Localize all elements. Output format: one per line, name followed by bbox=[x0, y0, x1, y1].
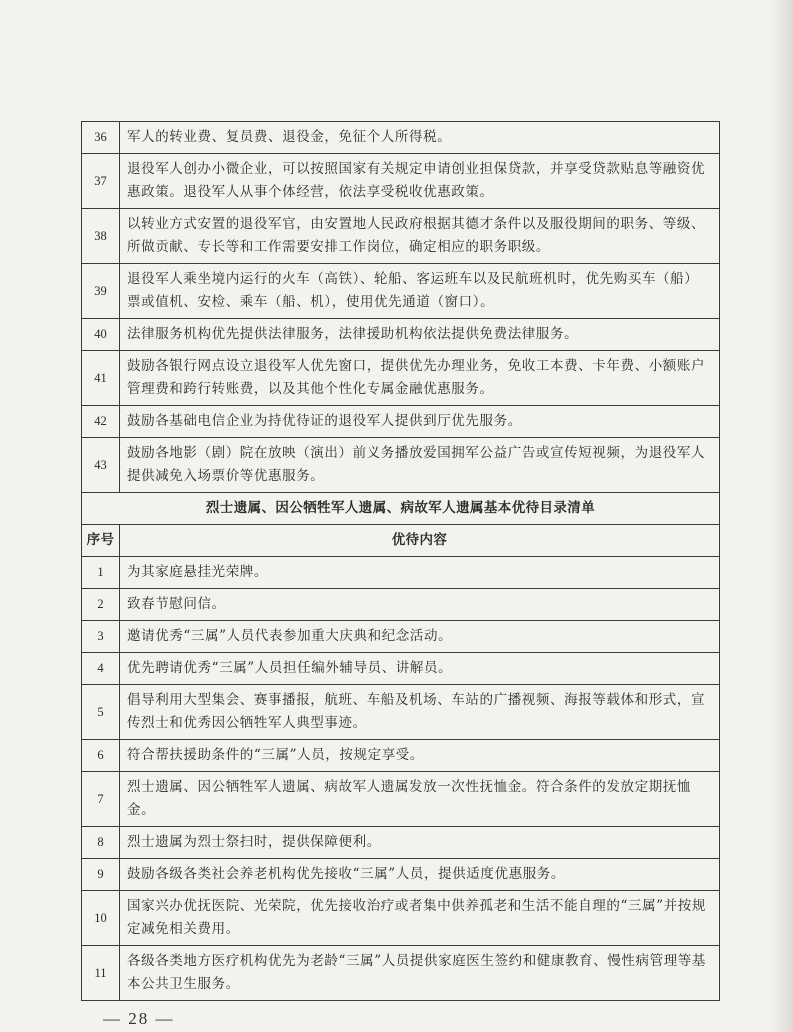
row-content: 倡导利用大型集会、赛事播报，航班、车船及机场、车站的广播视频、海报等载体和形式，宣传烈士和优秀因公牺牲军人典型事迹。 bbox=[120, 685, 720, 740]
table-row bbox=[82, 557, 720, 589]
row-number: 40 bbox=[82, 319, 120, 351]
table-row bbox=[82, 406, 720, 438]
section-title: 烈士遗属、因公牺牲军人遗属、病故军人遗属基本优待目录清单 bbox=[82, 493, 720, 525]
section-title-row bbox=[82, 493, 720, 525]
row-content: 烈士遗属为烈士祭扫时，提供保障便利。 bbox=[120, 827, 720, 859]
row-number: 3 bbox=[82, 621, 120, 653]
row-number: 41 bbox=[82, 351, 120, 406]
preferential-treatment-table bbox=[81, 121, 720, 1001]
row-number: 2 bbox=[82, 589, 120, 621]
table-row bbox=[82, 859, 720, 891]
column-header-content: 优待内容 bbox=[120, 525, 720, 557]
row-content: 法律服务机构优先提供法律服务，法律援助机构依法提供免费法律服务。 bbox=[120, 319, 720, 351]
table-row bbox=[82, 621, 720, 653]
row-content: 各级各类地方医疗机构优先为老龄“三属”人员提供家庭医生签约和健康教育、慢性病管理等基本公共卫生服务。 bbox=[120, 946, 720, 1001]
table-row bbox=[82, 438, 720, 493]
column-header-num: 序号 bbox=[82, 525, 120, 557]
row-number: 9 bbox=[82, 859, 120, 891]
row-content: 鼓励各级各类社会养老机构优先接收“三属”人员，提供适度优惠服务。 bbox=[120, 859, 720, 891]
row-content: 国家兴办优抚医院、光荣院，优先接收治疗或者集中供养孤老和生活不能自理的“三属”并按规定减免相关费用。 bbox=[120, 891, 720, 946]
table-row bbox=[82, 827, 720, 859]
row-number: 39 bbox=[82, 264, 120, 319]
row-number: 6 bbox=[82, 740, 120, 772]
row-content: 为其家庭悬挂光荣牌。 bbox=[120, 557, 720, 589]
row-number: 43 bbox=[82, 438, 120, 493]
table-row bbox=[82, 772, 720, 827]
row-number: 42 bbox=[82, 406, 120, 438]
section-b-head bbox=[82, 493, 720, 557]
table-row bbox=[82, 351, 720, 406]
row-content: 邀请优秀“三属”人员代表参加重大庆典和纪念活动。 bbox=[120, 621, 720, 653]
row-number: 37 bbox=[82, 154, 120, 209]
row-content: 优先聘请优秀“三属”人员担任编外辅导员、讲解员。 bbox=[120, 653, 720, 685]
table-row bbox=[82, 653, 720, 685]
table-row bbox=[82, 264, 720, 319]
table-row bbox=[82, 740, 720, 772]
row-number: 5 bbox=[82, 685, 120, 740]
family-rows bbox=[82, 557, 720, 1001]
row-number: 38 bbox=[82, 209, 120, 264]
row-number: 11 bbox=[82, 946, 120, 1001]
table-row bbox=[82, 685, 720, 740]
row-content: 符合帮扶援助条件的“三属”人员，按规定享受。 bbox=[120, 740, 720, 772]
row-number: 1 bbox=[82, 557, 120, 589]
table-row bbox=[82, 122, 720, 154]
veteran-rows bbox=[82, 122, 720, 493]
row-number: 8 bbox=[82, 827, 120, 859]
row-number: 7 bbox=[82, 772, 120, 827]
table-row bbox=[82, 589, 720, 621]
row-content: 烈士遗属、因公牺牲军人遗属、病故军人遗属发放一次性抚恤金。符合条件的发放定期抚恤金。 bbox=[120, 772, 720, 827]
row-number: 36 bbox=[82, 122, 120, 154]
table-row bbox=[82, 319, 720, 351]
table-row bbox=[82, 209, 720, 264]
row-content: 鼓励各银行网点设立退役军人优先窗口，提供优先办理业务，免收工本费、卡年费、小额账户管理费和跨行转账费，以及其他个性化专属金融优惠服务。 bbox=[120, 351, 720, 406]
page-number: — 28 — bbox=[103, 1009, 175, 1028]
row-content: 致春节慰问信。 bbox=[120, 589, 720, 621]
page-edge-shadow bbox=[771, 0, 793, 1032]
column-header-row bbox=[82, 525, 720, 557]
row-content: 退役军人乘坐境内运行的火车（高铁）、轮船、客运班车以及民航班机时，优先购买车（船）票或值机、安检、乘车（船、机），使用优先通道（窗口）。 bbox=[120, 264, 720, 319]
row-number: 10 bbox=[82, 891, 120, 946]
table-row bbox=[82, 891, 720, 946]
row-number: 4 bbox=[82, 653, 120, 685]
row-content: 以转业方式安置的退役军官，由安置地人民政府根据其德才条件以及服役期间的职务、等级、所做贡献、专长等和工作需要安排工作岗位，确定相应的职务职级。 bbox=[120, 209, 720, 264]
row-content: 鼓励各基础电信企业为持优待证的退役军人提供到厅优先服务。 bbox=[120, 406, 720, 438]
row-content: 军人的转业费、复员费、退役金，免征个人所得税。 bbox=[120, 122, 720, 154]
table-row bbox=[82, 154, 720, 209]
table-row bbox=[82, 946, 720, 1001]
row-content: 鼓励各地影（剧）院在放映（演出）前义务播放爱国拥军公益广告或宣传短视频，为退役军人提供减免入场票价等优惠服务。 bbox=[120, 438, 720, 493]
row-content: 退役军人创办小微企业，可以按照国家有关规定申请创业担保贷款，并享受贷款贴息等融资优惠政策。退役军人从事个体经营，依法享受税收优惠政策。 bbox=[120, 154, 720, 209]
